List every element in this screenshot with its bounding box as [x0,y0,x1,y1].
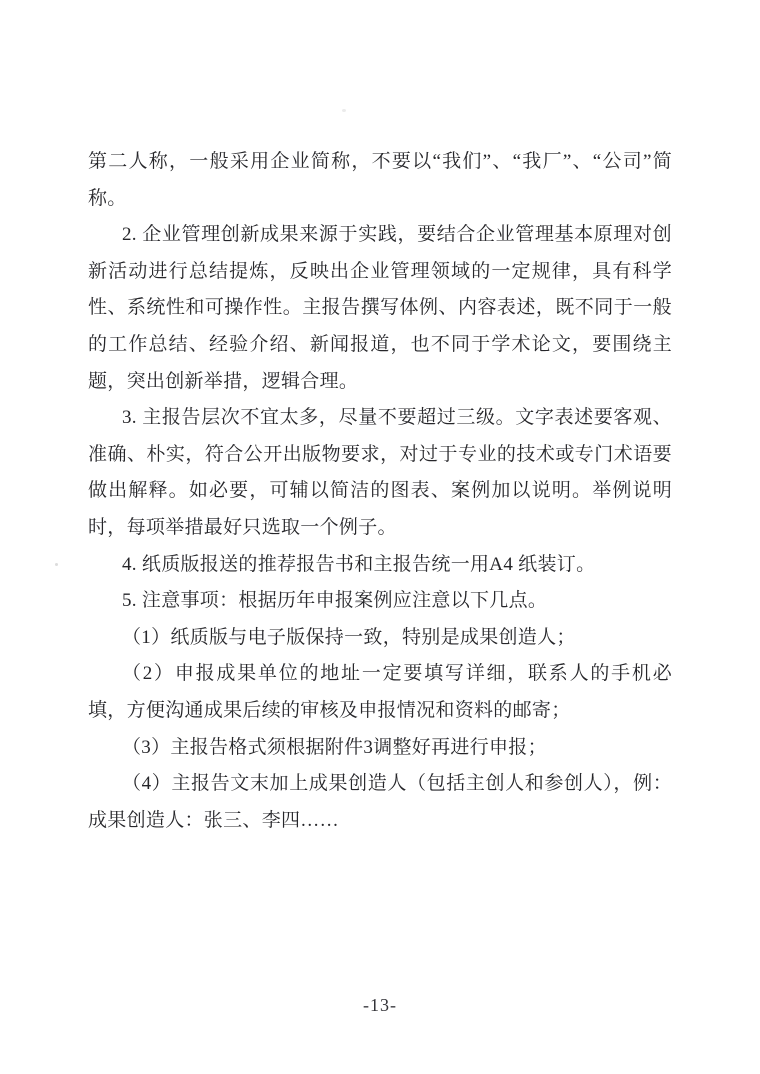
paragraph-line: 2. 企业管理创新成果来源于实践，要结合企业管理基本原理对创新活动进行总结提炼，反映出企业管理领域的一定规律，具有科学性、系统性和可操作性。主报告撰写体例、内容表述，既不同于一般的工作总结、经验介绍、新闻报道，也不同于学术论文，要围绕主题，突出创新举措，逻辑合理。 [88,224,672,392]
document-body [88,144,672,839]
scan-speck [55,563,58,566]
paragraph-line: 第二人称，一般采用企业简称，不要以“我们”、“我厂”、“公司”简称。 [88,151,672,209]
paragraph-line: （3）主报告格式须根据附件3调整好再进行申报； [122,736,547,758]
scan-speck [342,109,346,112]
paragraph-line: （4）主报告文末加上成果创造人（包括主创人和参创人），例：成果创造人：张三、李四…… [88,773,672,831]
page-number: -13- [363,995,397,1015]
paragraph-line: （2）申报成果单位的地址一定要填写详细，联系人的手机必填，方便沟通成果后续的审核及申报情况和资料的邮寄； [88,663,672,721]
paragraph-line: 5. 注意事项：根据历年申报案例应注意以下几点。 [122,590,548,612]
paragraph-line: 3. 主报告层次不宜太多，尽量不要超过三级。文字表述要客观、准确、朴实，符合公开出版物要求，对过于专业的技术或专门术语要做出解释。如必要，可辅以简洁的图表、案例加以说明。举例说明时，每项举措最好只选取一个例子。 [88,407,672,538]
paragraph-line: （1）纸质版与电子版保持一致，特别是成果创造人； [122,626,576,648]
paragraph-line: 4. 纸质版报送的推荐报告书和主报告统一用A4 纸装订。 [122,553,596,575]
